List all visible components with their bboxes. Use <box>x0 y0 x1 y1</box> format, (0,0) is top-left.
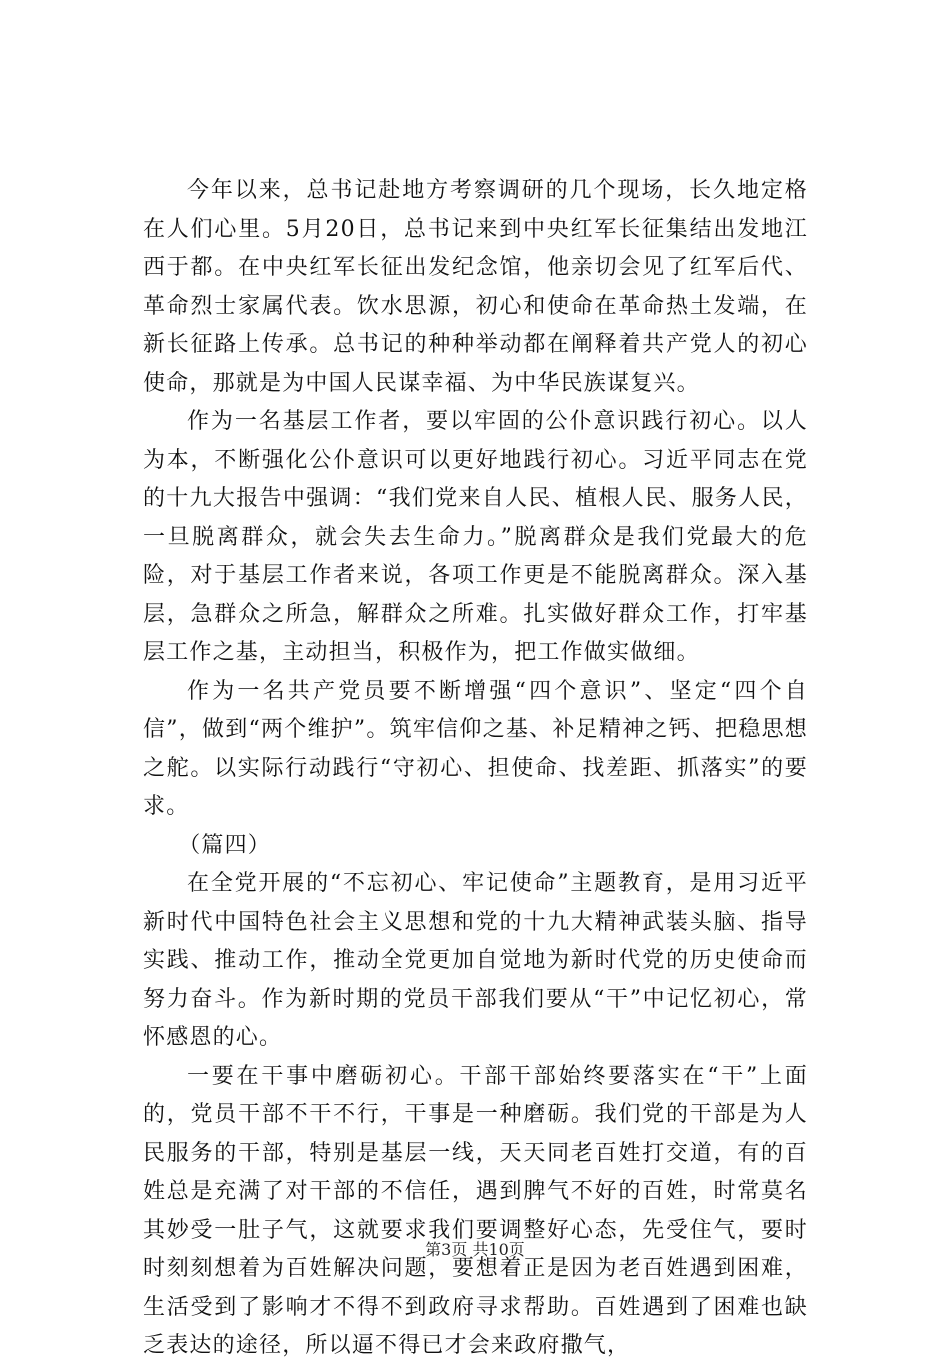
paragraph-3: 作为一名共产党员要不断增强“四个意识”、坚定“四个自信”，做到“两个维护”。筑牢信仰之基、补足精神之钙、把稳思想之舵。以实际行动践行“守初心、担使命、找差距、抓落实”的要求。 <box>143 678 808 819</box>
document-body <box>143 172 808 1366</box>
section-heading: （篇四） <box>178 832 271 858</box>
paragraph-4: 在全党开展的“不忘初心、牢记使命”主题教育，是用习近平新时代中国特色社会主义思想和党的十九大精神武装头脑、指导实践、推动工作，推动全党更加自觉地为新时代党的历史使命而努力奋斗。作为新时期的党员干部我们要从“干”中记忆初心，常怀感恩的心。 <box>143 871 808 1050</box>
page-number-footer: 第3页 共10页 <box>425 1240 525 1259</box>
paragraph-5: 一要在干事中磨砺初心。干部干部始终要落实在“干”上面的，党员干部不干不行，干事是一种磨砺。我们党的干部是为人民服务的干部，特别是基层一线，天天同老百姓打交道，有的百姓总是充满了对干部的不信任，遇到脾气不好的百姓，时常莫名其妙受一肚子气，这就要求我们要调整好心态，先受住气，要时时刻刻想着为百姓解决问题，要想着正是因为老百姓遇到困难，生活受到了影响才不得不到政府寻求帮助。百姓遇到了困难也缺乏表达的途径，所以逼不得已才会来政府撒气， <box>143 1063 808 1358</box>
paragraph-2: 作为一名基层工作者，要以牢固的公仆意识践行初心。以人为本，不断强化公仆意识可以更好地践行初心。习近平同志在党的十九大报告中强调：“我们党来自人民、植根人民、服务人民，一旦脱离群众，就会失去生命力。”脱离群众是我们党最大的危险，对于基层工作者来说，各项工作更是不能脱离群众。深入基层，急群众之所急，解群众之所难。扎实做好群众工作，打牢基层工作之基，主动担当，积极作为，把工作做实做细。 <box>143 409 808 665</box>
paragraph-1: 今年以来，总书记赴地方考察调研的几个现场，长久地定格在人们心里。5月20日，总书记来到中央红军长征集结出发地江西于都。在中央红军长征出发纪念馆，他亲切会见了红军后代、革命烈士家属代表。饮水思源，初心和使命在革命热土发端，在新长征路上传承。总书记的种种举动都在阐释着共产党人的初心使命，那就是为中国人民谋幸福、为中华民族谋复兴。 <box>143 178 808 396</box>
